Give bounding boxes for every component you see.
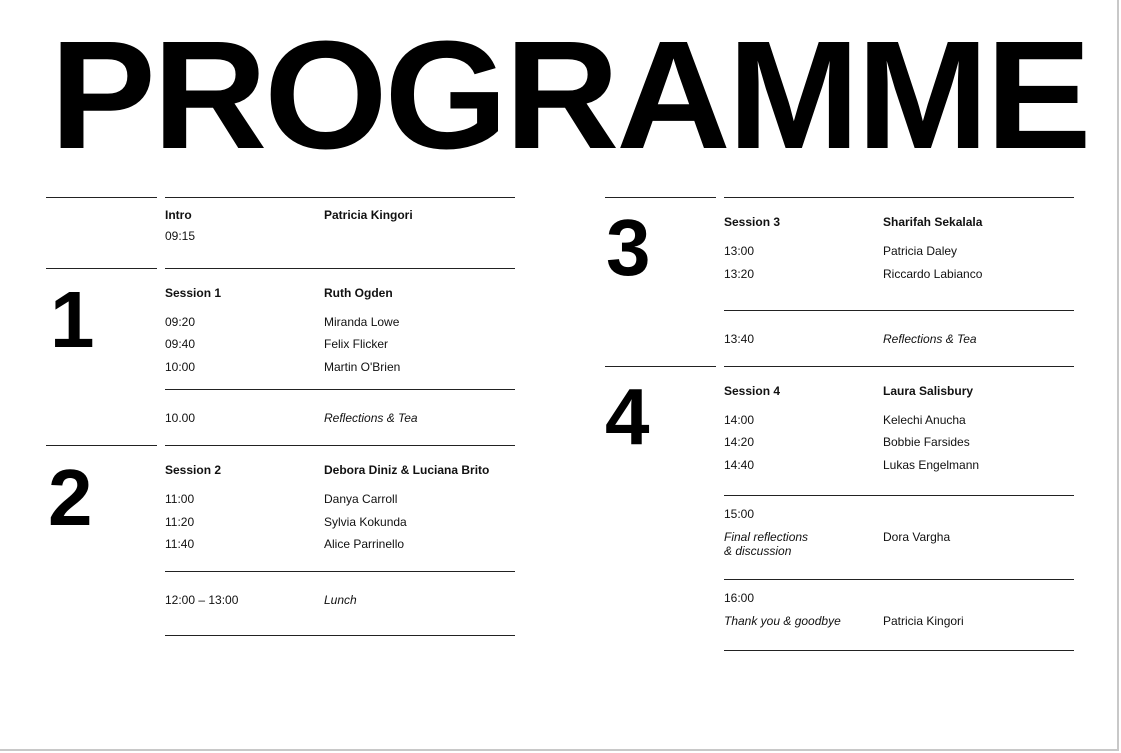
divider [165,389,515,390]
talk-time: 09:20 [165,315,196,329]
talk-speaker: Alice Parrinello [324,537,405,551]
divider [165,197,515,198]
divider [724,495,1074,496]
page-title: PROGRAMME [50,9,1089,181]
session-chair: Sharifah Sekalala [883,215,983,229]
divider [605,197,716,198]
divider [724,366,1074,367]
divider [724,310,1074,311]
divider [605,366,716,367]
talk-time: 13:20 [724,267,755,281]
session-label: Session 2 [165,463,222,477]
session-chair: Debora Diniz & Luciana Brito [324,463,490,477]
break-time: 12:00 – 13:00 [165,593,239,607]
divider [165,268,515,269]
divider [165,635,515,636]
session-chair: Ruth Ogden [324,286,393,300]
divider [724,650,1074,651]
talk-time: 11:20 [165,515,195,529]
divider [46,445,157,446]
closing-time: 16:00 [724,591,755,605]
talk-speaker: Miranda Lowe [324,315,400,329]
divider [46,197,157,198]
talk-time: 10:00 [165,360,196,374]
session-label: Session 1 [165,286,222,300]
divider [46,268,157,269]
talk-speaker: Martin O'Brien [324,360,401,374]
session-number: 2 [48,453,93,542]
divider [724,579,1074,580]
talk-speaker: Danya Carroll [324,492,398,506]
break-label: Lunch [324,593,357,607]
talk-time: 14:20 [724,435,755,449]
closing-label: Thank you & goodbye [724,614,841,628]
final-label-line2: & discussion [724,544,792,558]
talk-time: 13:00 [724,244,755,258]
session-number: 3 [606,203,651,292]
talk-speaker: Riccardo Labianco [883,267,983,281]
intro-time: 09:15 [165,229,196,243]
break-label: Reflections & Tea [324,411,418,425]
divider [165,445,515,446]
break-time: 10.00 [165,411,196,425]
talk-speaker: Sylvia Kokunda [324,515,407,529]
talk-speaker: Patricia Daley [883,244,958,258]
talk-time: 11:40 [165,537,195,551]
divider [165,571,515,572]
session-label: Session 4 [724,384,781,398]
session-chair: Laura Salisbury [883,384,974,398]
talk-time: 14:00 [724,413,755,427]
session-label: Session 3 [724,215,781,229]
session-number: 1 [50,275,95,364]
divider [724,197,1074,198]
closing-speaker: Patricia Kingori [883,614,964,628]
talk-time: 14:40 [724,458,755,472]
intro-label: Intro [165,208,192,222]
talk-speaker: Felix Flicker [324,337,389,351]
break-time: 13:40 [724,332,755,346]
final-speaker: Dora Vargha [883,530,951,544]
final-label-line1: Final reflections [724,530,809,544]
break-label: Reflections & Tea [883,332,977,346]
intro-speaker: Patricia Kingori [324,208,413,222]
session-number: 4 [605,372,650,461]
final-time: 15:00 [724,507,755,521]
talk-speaker: Bobbie Farsides [883,435,970,449]
talk-time: 09:40 [165,337,196,351]
talk-speaker: Lukas Engelmann [883,458,980,472]
talk-time: 11:00 [165,492,195,506]
talk-speaker: Kelechi Anucha [883,413,966,427]
